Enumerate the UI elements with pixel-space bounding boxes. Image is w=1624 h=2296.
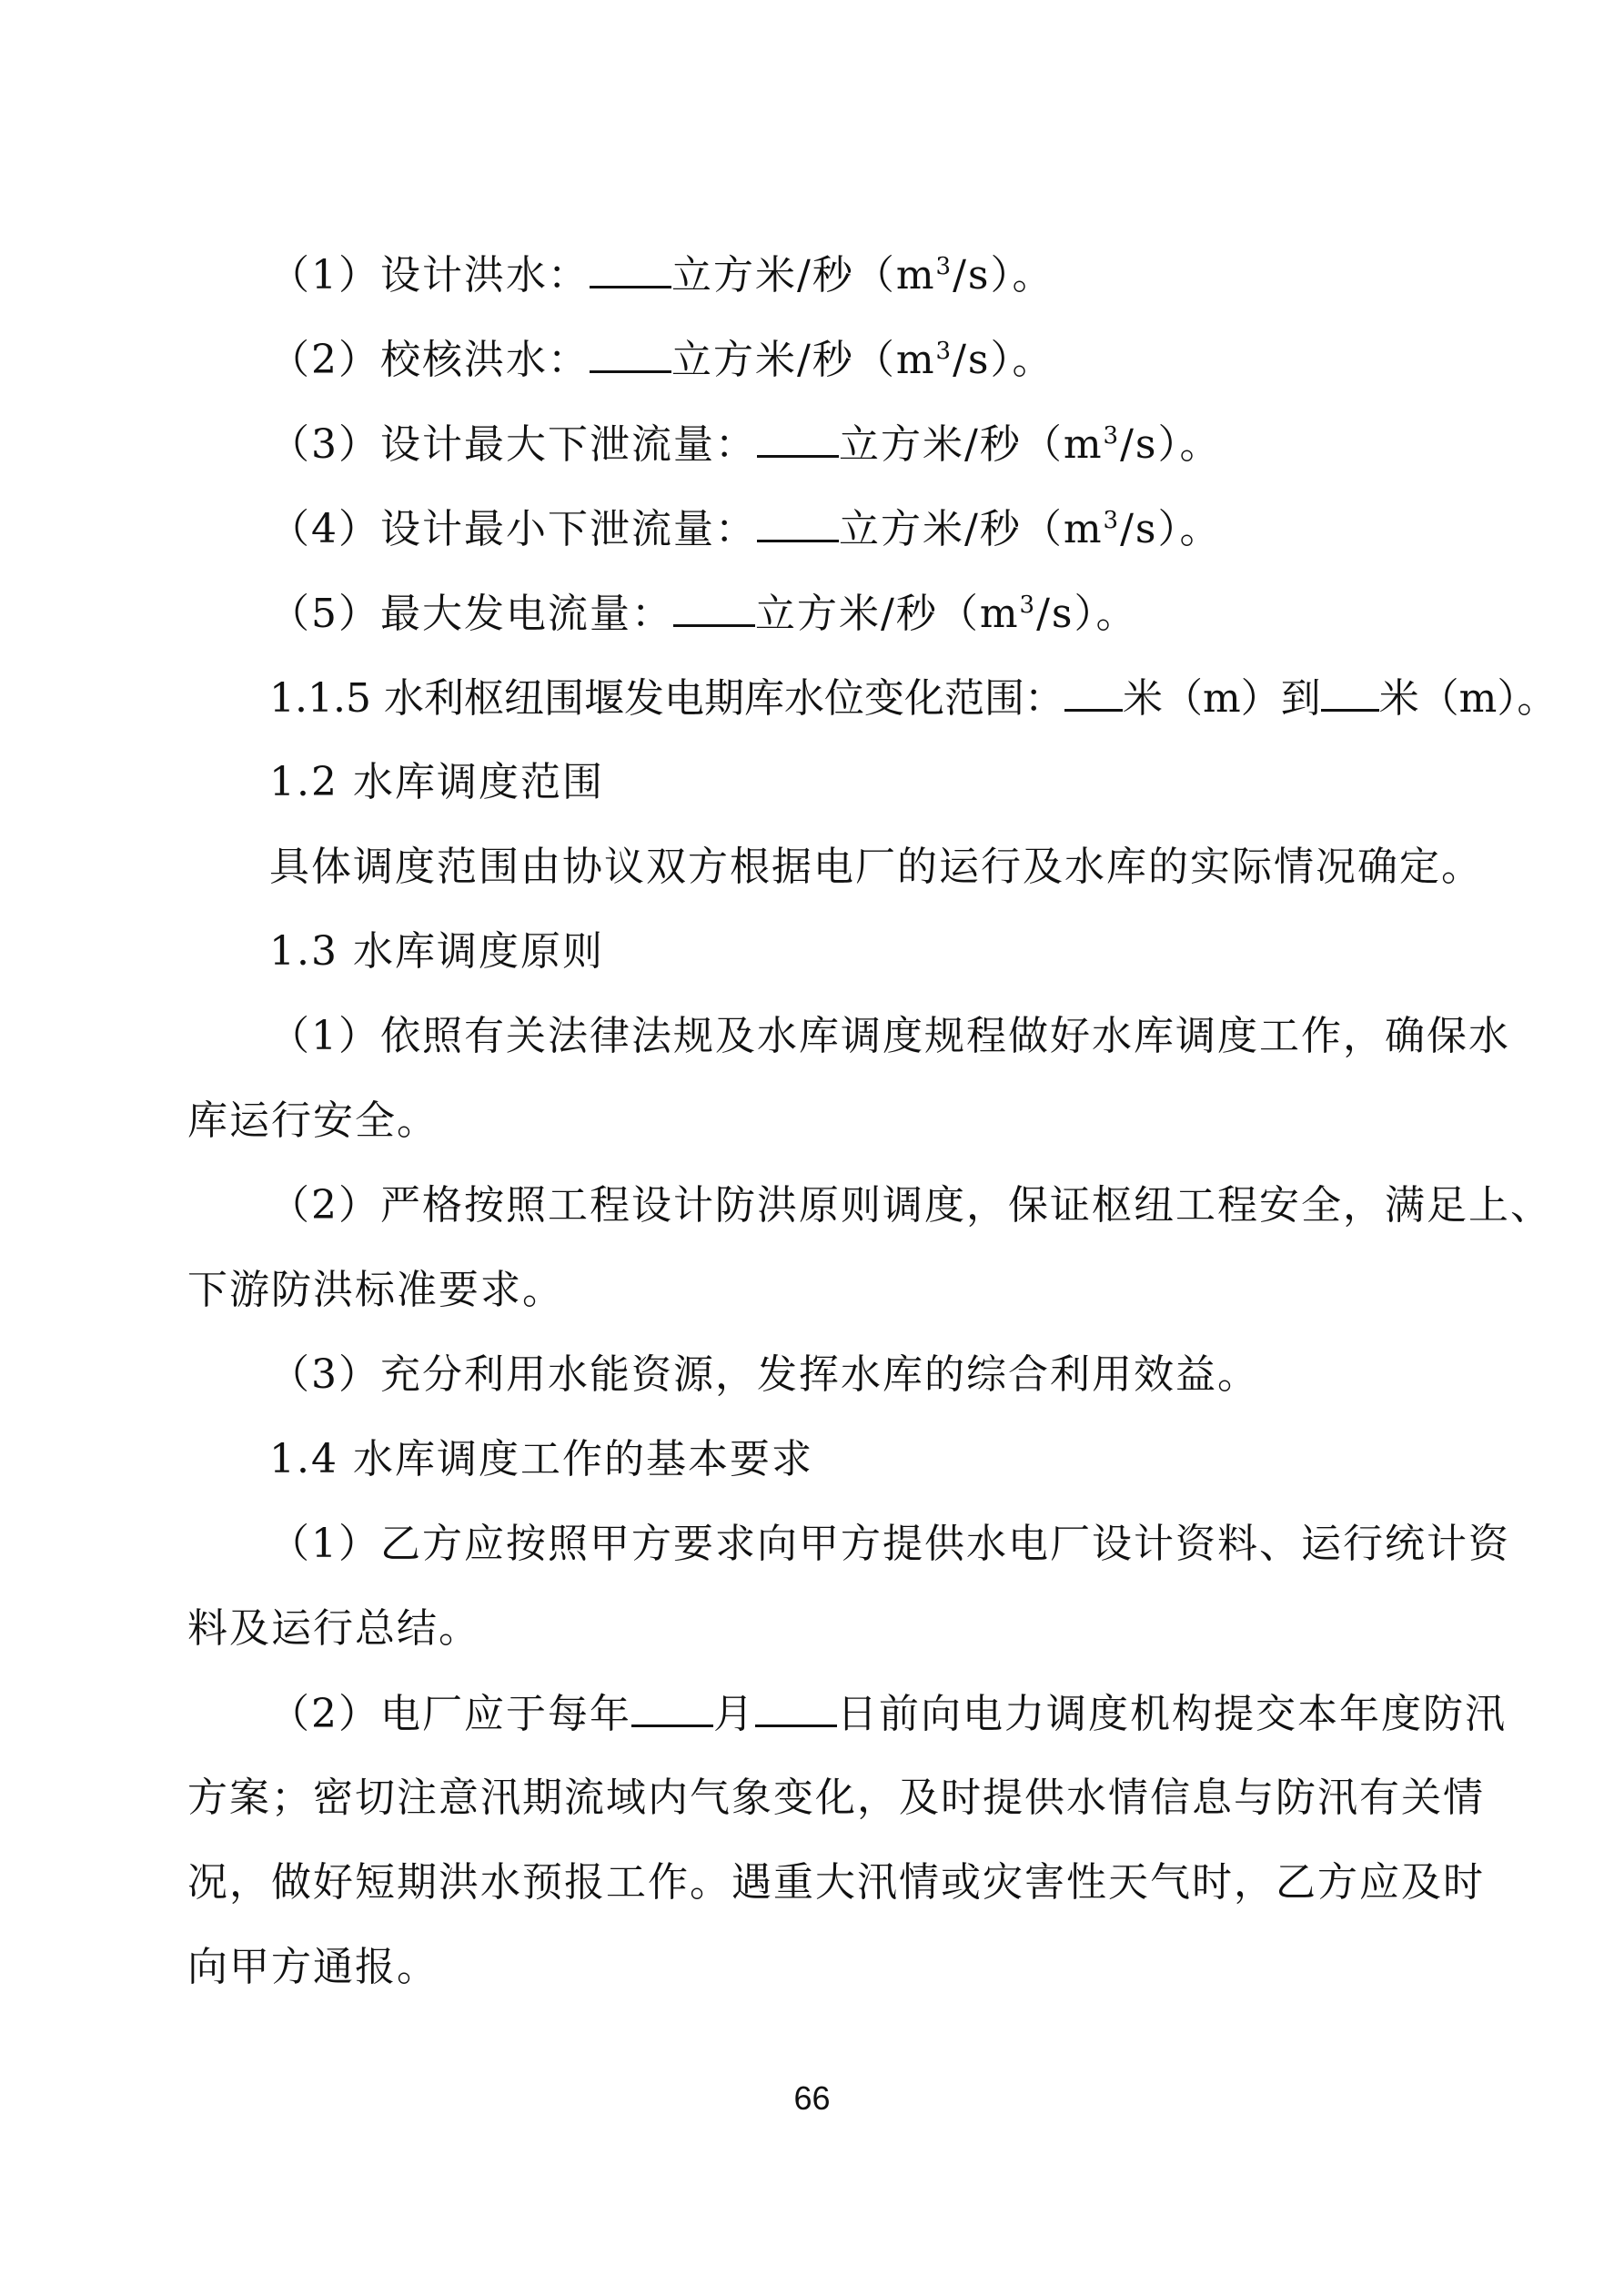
fill-in-blank <box>673 586 755 627</box>
flow-item-max-discharge: （3）设计最大下泄流量： 立方米/秒$(m^3/s)$。 <box>269 417 1460 472</box>
fill-in-blank <box>590 248 671 288</box>
paragraph: （1）乙方应按照甲方要求向甲方提供水电厂设计资料、运行统计资 <box>269 1521 1510 1567</box>
paragraph: 向甲方通报。 <box>187 1944 439 1990</box>
fill-in-blank <box>590 332 671 373</box>
item-1-1-5: 1.1.5 水利枢纽围堰发电期库水位变化范围： 米（m）到 米（m）。 <box>269 671 1460 726</box>
paragraph: 料及运行总结。 <box>187 1605 480 1652</box>
paragraph: 方案；密切注意汛期流域内气象变化，及时提供水情信息与防汛有关情 <box>187 1775 1485 1821</box>
section-heading-1-4: 1.4 水库调度工作的基本要求 <box>269 1436 813 1482</box>
fill-in-blank <box>757 501 839 542</box>
fill-in-blank <box>757 417 839 458</box>
paragraph: 况，做好短期洪水预报工作。遇重大汛情或灾害性天气时，乙方应及时 <box>187 1859 1485 1906</box>
fill-in-blank <box>631 1686 713 1727</box>
fill-in-blank <box>755 1686 837 1727</box>
paragraph: （3）充分利用水能资源，发挥水库的综合利用效益。 <box>269 1351 1259 1398</box>
paragraph: （2）严格按照工程设计防洪原则调度，保证枢纽工程安全，满足上、 <box>269 1182 1552 1229</box>
section-heading-1-2: 1.2 水库调度范围 <box>269 759 604 805</box>
flow-item-check-flood: （2）校核洪水： 立方米/秒$(m^3/s)$。 <box>269 332 1460 388</box>
section-heading-1-3: 1.3 水库调度原则 <box>269 928 604 975</box>
paragraph: 库运行安全。 <box>187 1097 439 1144</box>
fill-in-blank <box>1321 671 1379 712</box>
flow-item-max-generation: （5）最大发电流量： 立方米/秒$(m^3/s)$。 <box>269 586 1460 642</box>
page-number: 66 <box>793 2079 831 2117</box>
paragraph: 下游防洪标准要求。 <box>187 1267 564 1313</box>
paragraph: （1）依照有关法律法规及水库调度规程做好水库调度工作，确保水 <box>269 1013 1510 1059</box>
flow-item-design-flood: （1）设计洪水： 立方米/秒$(m^3/s)$。 <box>269 248 1460 303</box>
paragraph: （2）电厂应于每年 月 日前向电力调度机构提交本年度防汛 <box>269 1686 1460 1742</box>
flow-item-min-discharge: （4）设计最小下泄流量： 立方米/秒$(m^3/s)$。 <box>269 501 1460 557</box>
fill-in-blank <box>1064 671 1123 712</box>
paragraph: 具体调度范围由协议双方根据电厂的运行及水库的实际情况确定。 <box>269 844 1483 890</box>
